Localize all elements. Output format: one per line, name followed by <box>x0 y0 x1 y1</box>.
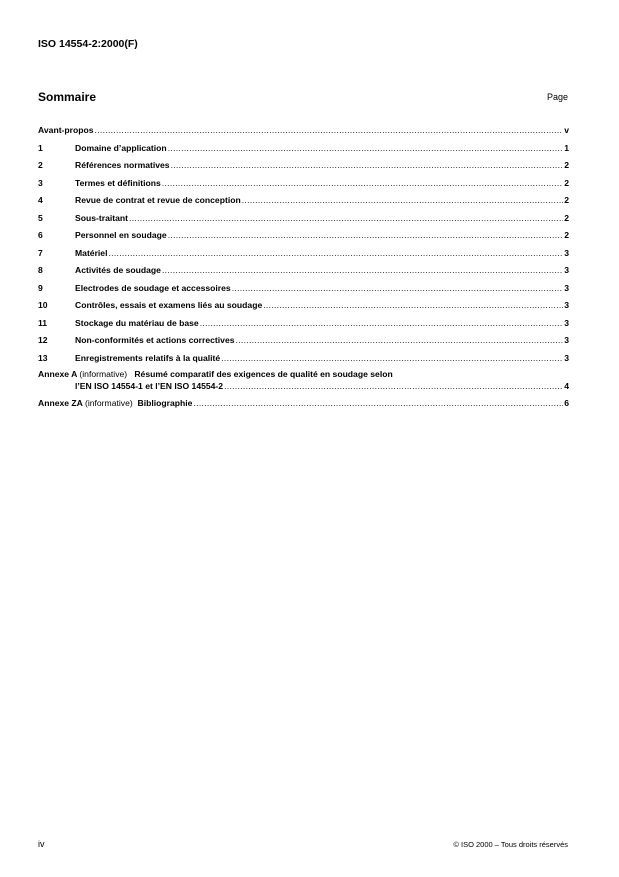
toc-entry[interactable] <box>38 212 569 230</box>
toc-entry-title: Revue de contrat et revue de conception <box>75 195 241 205</box>
toc-entry-title: Matériel <box>75 247 108 258</box>
toc-entry[interactable] <box>38 317 569 335</box>
toc-entry-foreword[interactable] <box>38 124 569 142</box>
document-id: ISO 14554-2:2000(F) <box>38 38 138 50</box>
toc-entry-page: 2 <box>564 177 569 188</box>
toc-entry[interactable] <box>38 229 569 247</box>
annex-title-line2: l’EN ISO 14554-1 et l’EN ISO 14554-2 <box>75 381 224 391</box>
toc-entry-page: 3 <box>564 282 569 293</box>
toc-entry[interactable] <box>38 247 569 265</box>
copyright-notice: © ISO 2000 – Tous droits réservés <box>453 840 568 849</box>
annex-a-first-line <box>38 369 569 380</box>
toc-entry-number: 13 <box>38 352 48 363</box>
toc-entry-page: 3 <box>564 352 569 363</box>
toc-entry[interactable] <box>38 159 569 177</box>
toc-entry-number: 10 <box>38 300 48 310</box>
toc-entry[interactable] <box>38 334 569 352</box>
leader-dots <box>236 334 564 347</box>
toc-entry-annex-a[interactable] <box>38 369 569 397</box>
toc-entry-page: 6 <box>564 398 569 408</box>
toc-entry-number: 1 <box>38 142 43 153</box>
toc-entry-title: Contrôles, essais et examens liés au soudage <box>75 300 263 310</box>
leader-dots <box>129 212 563 225</box>
leader-dots <box>95 124 564 137</box>
toc-entry-number: 7 <box>38 247 43 258</box>
toc-entry-page: 2 <box>564 195 569 205</box>
toc-entry-page: 2 <box>564 230 569 240</box>
toc-entry-page: 3 <box>564 317 569 328</box>
toc-entry-title: Personnel en soudage <box>75 230 167 240</box>
toc-entry-page: 2 <box>564 160 569 170</box>
leader-dots <box>162 177 563 190</box>
toc-entry-number: 9 <box>38 282 43 293</box>
toc-entry-page: 4 <box>564 381 569 391</box>
leader-dots <box>263 299 563 312</box>
toc-entry-title: Sous-traitant <box>75 212 128 223</box>
toc-entry-title: Enregistrements relatifs à la qualité <box>75 352 221 363</box>
leader-dots <box>221 352 563 365</box>
toc-entry-page: 3 <box>564 265 569 275</box>
toc-entry-annex-za[interactable] <box>38 397 569 414</box>
annex-title: Bibliographie <box>137 398 193 408</box>
toc-entry-number: 6 <box>38 230 43 240</box>
toc-entry-page: 3 <box>564 300 569 310</box>
annex-title-line1: Résumé comparatif des exigences de qualité en soudage selon <box>134 369 393 379</box>
leader-dots <box>168 142 564 155</box>
toc-entry-title: Non-conformités et actions correctives <box>75 335 235 345</box>
toc-entry-page: 3 <box>564 335 569 345</box>
toc-entry-page: v <box>564 125 569 135</box>
toc-entry[interactable] <box>38 299 569 317</box>
annex-type: (informative) <box>84 398 133 408</box>
toc-entry-page: 3 <box>564 247 569 258</box>
toc-entry-title: Domaine d’application <box>75 142 167 153</box>
annex-a-second-line <box>38 380 569 393</box>
annex-label: Annexe ZA <box>38 398 83 408</box>
annex-label-group <box>38 397 192 410</box>
toc-entry-number: 3 <box>38 177 43 188</box>
leader-dots <box>168 229 564 242</box>
leader-dots <box>108 247 563 260</box>
leader-dots <box>224 380 563 393</box>
toc-entry-number: 2 <box>38 160 43 170</box>
annex-type: (informative) <box>79 369 128 379</box>
toc-title: Sommaire <box>38 90 97 104</box>
toc-entry-number: 8 <box>38 265 43 275</box>
toc-entry-number: 5 <box>38 212 43 223</box>
toc-entry[interactable] <box>38 352 569 370</box>
toc-entry-title: Termes et définitions <box>75 177 161 188</box>
toc-entry-number: 12 <box>38 335 48 345</box>
toc-entry-number: 11 <box>38 317 48 328</box>
toc-entry[interactable] <box>38 177 569 195</box>
toc-entry[interactable] <box>38 282 569 300</box>
toc-entry[interactable] <box>38 264 569 282</box>
toc-entry-page: 2 <box>564 212 569 223</box>
toc-entry[interactable] <box>38 142 569 160</box>
leader-dots <box>232 282 564 295</box>
page-column-label: Page <box>546 92 568 102</box>
page-number: iv <box>38 839 45 849</box>
toc-entry-title: Références normatives <box>75 160 170 170</box>
toc-entry[interactable] <box>38 194 569 212</box>
leader-dots <box>162 264 563 277</box>
leader-dots <box>193 397 563 410</box>
toc-entry-page: 1 <box>564 142 569 153</box>
leader-dots <box>171 159 564 172</box>
leader-dots <box>242 194 564 207</box>
toc-entry-title: Avant-propos <box>38 125 94 135</box>
annex-label: Annexe A <box>38 369 77 379</box>
table-of-contents <box>38 124 569 414</box>
toc-entry-number: 4 <box>38 195 43 205</box>
toc-entry-title: Electrodes de soudage et accessoires <box>75 282 231 293</box>
toc-entry-title: Activités de soudage <box>75 265 161 275</box>
leader-dots <box>200 317 564 330</box>
toc-entry-title: Stockage du matériau de base <box>75 317 199 328</box>
